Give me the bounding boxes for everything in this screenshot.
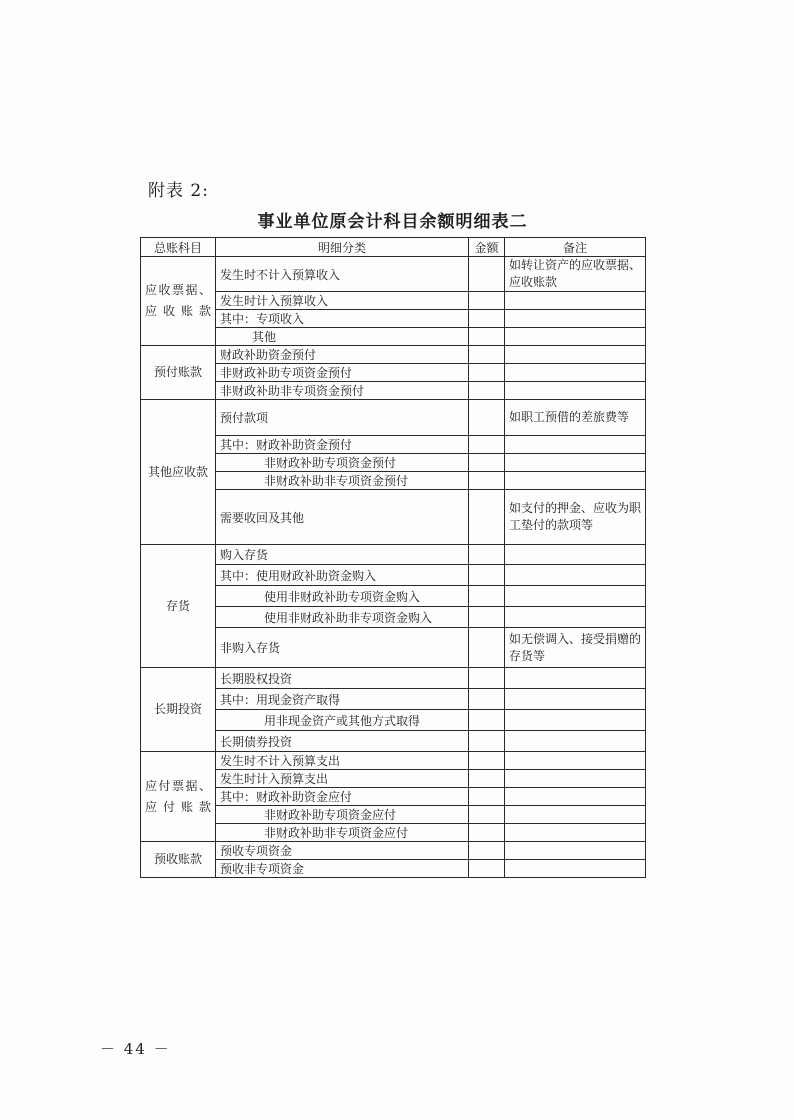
remark-cell (505, 788, 646, 806)
detail-cell: 非财政补助专项资金应付 (216, 806, 469, 824)
table-row (141, 586, 646, 607)
table-row (141, 490, 646, 545)
detail-cell: 其中：专项收入 (216, 310, 469, 328)
amount-cell (469, 752, 505, 770)
amount-cell (469, 364, 505, 382)
detail-cell: 非财政补助专项资金预付 (216, 364, 469, 382)
remark-cell (505, 310, 646, 328)
amount-cell (469, 565, 505, 586)
header-remarks: 备注 (505, 238, 646, 257)
header-detail-classification: 明细分类 (216, 238, 469, 257)
table-row (141, 689, 646, 710)
amount-cell (469, 586, 505, 607)
detail-cell: 其中：用现金资产取得 (216, 689, 469, 710)
remark-cell: 如无偿调入、接受捐赠的存货等 (505, 628, 646, 668)
amount-cell (469, 328, 505, 346)
detail-cell: 使用非财政补助非专项资金购入 (216, 607, 469, 628)
table-row (141, 565, 646, 586)
amount-cell (469, 668, 505, 689)
detail-cell: 用非现金资产或其他方式取得 (216, 710, 469, 731)
table-row (141, 824, 646, 842)
amount-cell (469, 490, 505, 545)
balance-detail-table (140, 237, 646, 878)
detail-cell: 非财政补助专项资金预付 (216, 454, 469, 472)
amount-cell (469, 257, 505, 292)
detail-cell: 非购入存货 (216, 628, 469, 668)
table-row (141, 668, 646, 689)
amount-cell (469, 310, 505, 328)
remark-cell (505, 607, 646, 628)
table-row (141, 860, 646, 878)
remark-cell (505, 382, 646, 400)
detail-cell: 长期股权投资 (216, 668, 469, 689)
header-amount: 金额 (469, 238, 505, 257)
page-number: － 44 － (100, 1040, 171, 1058)
detail-cell: 长期债券投资 (216, 731, 469, 752)
amount-cell (469, 607, 505, 628)
table-row (141, 731, 646, 752)
detail-cell: 发生时计入预算收入 (216, 292, 469, 310)
amount-cell (469, 806, 505, 824)
remark-cell: 如转让资产的应收票据、应收账款 (505, 257, 646, 292)
remark-cell (505, 565, 646, 586)
detail-cell: 预收非专项资金 (216, 860, 469, 878)
amount-cell (469, 400, 505, 436)
header-general-ledger-account: 总账科目 (141, 238, 216, 257)
table-row (141, 310, 646, 328)
remark-cell (505, 824, 646, 842)
table-row (141, 806, 646, 824)
amount-cell (469, 346, 505, 364)
remark-cell (505, 710, 646, 731)
table-row (141, 346, 646, 364)
amount-cell (469, 436, 505, 454)
table-row (141, 328, 646, 346)
detail-cell: 发生时不计入预算支出 (216, 752, 469, 770)
table-row (141, 364, 646, 382)
amount-cell (469, 382, 505, 400)
detail-cell: 财政补助资金预付 (216, 346, 469, 364)
amount-cell (469, 824, 505, 842)
remark-cell (505, 752, 646, 770)
amount-cell (469, 788, 505, 806)
table-row (141, 752, 646, 770)
account-long-term-investment: 长期投资 (141, 668, 216, 752)
table-row (141, 257, 646, 292)
remark-cell (505, 346, 646, 364)
table-row (141, 436, 646, 454)
detail-cell: 需要收回及其他 (216, 490, 469, 545)
amount-cell (469, 472, 505, 490)
remark-cell (505, 689, 646, 710)
remark-cell (505, 292, 646, 310)
detail-cell: 非财政补助非专项资金应付 (216, 824, 469, 842)
amount-cell (469, 842, 505, 860)
amount-cell (469, 689, 505, 710)
detail-cell: 其中：财政补助资金预付 (216, 436, 469, 454)
remark-cell (505, 806, 646, 824)
detail-cell: 发生时不计入预算收入 (216, 257, 469, 292)
table-row (141, 770, 646, 788)
detail-cell: 其他 (216, 328, 469, 346)
account-receivables: 应收票据、应收账款 (141, 257, 216, 346)
table-header-row (141, 238, 646, 257)
detail-cell: 预付款项 (216, 400, 469, 436)
remark-cell (505, 472, 646, 490)
document-title: 事业单位原会计科目余额明细表二 (257, 212, 528, 232)
amount-cell (469, 628, 505, 668)
table-row (141, 607, 646, 628)
detail-cell: 非财政补助非专项资金预付 (216, 472, 469, 490)
detail-cell: 使用非财政补助专项资金购入 (216, 586, 469, 607)
table-row (141, 472, 646, 490)
remark-cell (505, 328, 646, 346)
table-row (141, 788, 646, 806)
table-row (141, 454, 646, 472)
amount-cell (469, 545, 505, 565)
amount-cell (469, 770, 505, 788)
account-other-receivables: 其他应收款 (141, 400, 216, 545)
amount-cell (469, 860, 505, 878)
remark-cell (505, 364, 646, 382)
detail-cell: 非财政补助非专项资金预付 (216, 382, 469, 400)
remark-cell (505, 586, 646, 607)
account-prepayments: 预付账款 (141, 346, 216, 400)
remark-cell (505, 842, 646, 860)
remark-cell (505, 770, 646, 788)
remark-cell (505, 731, 646, 752)
table-row (141, 382, 646, 400)
detail-cell: 其中：使用财政补助资金购入 (216, 565, 469, 586)
amount-cell (469, 710, 505, 731)
table-row (141, 710, 646, 731)
remark-cell: 如职工预借的差旅费等 (505, 400, 646, 436)
detail-cell: 预收专项资金 (216, 842, 469, 860)
remark-cell (505, 545, 646, 565)
remark-cell (505, 436, 646, 454)
account-inventory: 存货 (141, 545, 216, 668)
remark-cell (505, 668, 646, 689)
table-row (141, 292, 646, 310)
amount-cell (469, 454, 505, 472)
table-row (141, 545, 646, 565)
account-payables: 应付票据、应付账款 (141, 752, 216, 842)
remark-cell (505, 454, 646, 472)
detail-cell: 发生时计入预算支出 (216, 770, 469, 788)
detail-cell: 其中：财政补助资金应付 (216, 788, 469, 806)
amount-cell (469, 731, 505, 752)
remark-cell: 如支付的押金、应收为职工垫付的款项等 (505, 490, 646, 545)
account-advance-receipts: 预收账款 (141, 842, 216, 878)
detail-cell: 购入存货 (216, 545, 469, 565)
amount-cell (469, 292, 505, 310)
table-row (141, 628, 646, 668)
annex-label: 附表 2: (148, 181, 209, 201)
table-row (141, 400, 646, 436)
table-row (141, 842, 646, 860)
remark-cell (505, 860, 646, 878)
